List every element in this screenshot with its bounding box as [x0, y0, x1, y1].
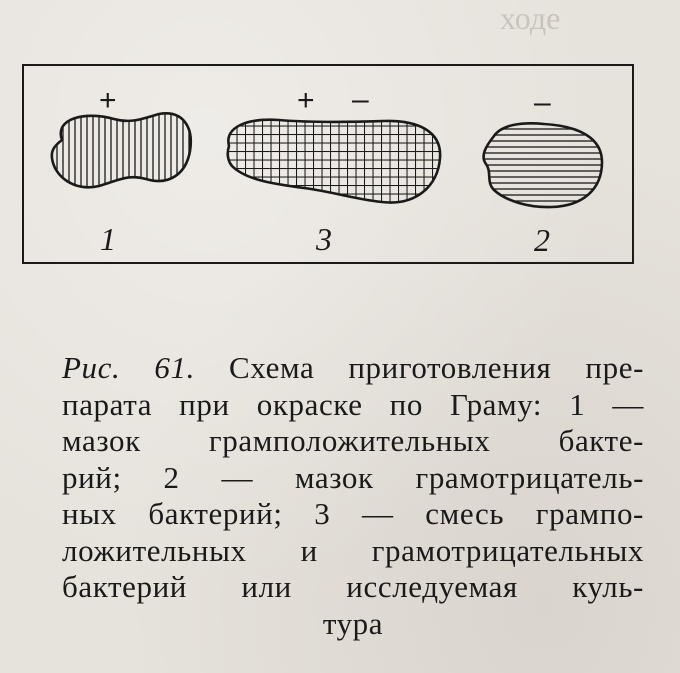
caption-line-1-text: Схема приготовления пре-: [228, 350, 645, 385]
caption-line-4: рий; 2 — мазок грамотрицатель-: [62, 459, 644, 495]
caption-line-8: тура: [322, 605, 384, 641]
smear-number-1: 1: [100, 221, 116, 257]
caption-line-1: [62, 350, 644, 387]
smear-number-3: 3: [316, 221, 332, 257]
figure-caption: [62, 350, 644, 642]
smear-3-mixture: [228, 120, 440, 203]
caption-line-7: бактерий или исследуемая куль-: [62, 569, 644, 604]
smear-2-gram-negative: [484, 123, 602, 207]
figure-frame: [22, 64, 634, 264]
smear-number-2: 2: [534, 222, 550, 258]
caption-line-3: мазок грамположительных бакте-: [62, 423, 644, 458]
caption-line-2: парата при окраске по Граму: 1 —: [62, 386, 644, 422]
sign-minus-3: –: [352, 83, 369, 116]
caption-line-5: ных бактерий; 3 — смесь грампо-: [62, 496, 644, 531]
caption-line-6: ложительных и грамотрицательных: [62, 532, 644, 568]
sign-minus-2: –: [534, 86, 551, 119]
sign-plus-3: +: [297, 84, 315, 117]
bleed-through-text: ходе: [500, 0, 561, 36]
caption-label: Рис. 61.: [62, 350, 195, 385]
smear-1-gram-positive: [52, 113, 191, 187]
sign-plus-1: +: [99, 84, 117, 117]
